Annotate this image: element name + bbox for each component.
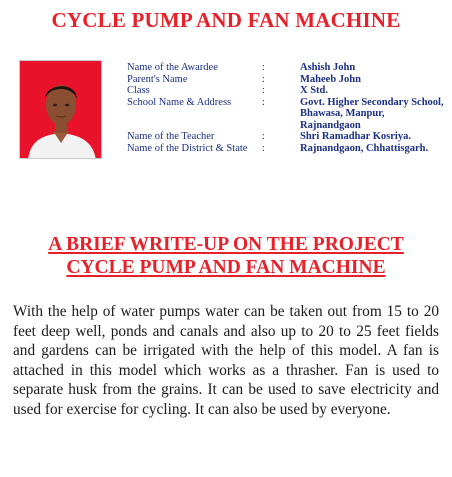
detail-label: Name of the Teacher: [127, 131, 215, 142]
detail-value: Maheeb John: [300, 73, 361, 85]
detail-value: Rajnandgaon, Chhattisgarh.: [300, 142, 429, 154]
detail-row-teacher: [0, 131, 452, 143]
writeup-heading-line2: CYCLE PUMP AND FAN MACHINE: [66, 257, 386, 278]
detail-label: Name of the Awardee: [127, 62, 218, 73]
detail-row-school: [0, 97, 452, 132]
detail-label: Class: [127, 85, 150, 96]
detail-label: Name of the District & State: [127, 142, 248, 154]
detail-separator: :: [262, 142, 265, 154]
detail-label: Parent's Name: [127, 73, 188, 85]
detail-row-district: [0, 143, 452, 155]
awardee-details: [0, 62, 452, 154]
detail-value: X Std.: [300, 85, 329, 96]
detail-value: Shri Ramadhar Kosriya.: [300, 131, 411, 142]
detail-separator: :: [262, 73, 265, 85]
detail-label: School Name & Address: [127, 96, 232, 108]
writeup-body: With the help of water pumps water can be taken out from 15 to 20 feet deep well, ponds and canals and also up to 20 to 25 feet fields and gardens can be irrigated with the help of this model. A fan is attached in this model which works as a thrasher. Fan is used to separate husk from the grains. It can be used to save electricity and used for exercise for cycling. It can also be used by everyone.: [13, 303, 439, 418]
page-title: CYCLE PUMP AND FAN MACHINE: [51, 8, 401, 32]
writeup-heading: [0, 233, 452, 279]
detail-value: Govt. Higher Secondary School, Bhawasa, Manpur, Rajnandgaon: [300, 96, 444, 131]
detail-row-awardee: [0, 62, 452, 74]
detail-separator: :: [262, 131, 265, 142]
detail-row-class: [0, 85, 452, 97]
detail-value: Ashish John: [300, 62, 356, 73]
detail-separator: :: [262, 85, 265, 96]
detail-separator: :: [262, 96, 265, 108]
writeup-heading-line1: A BRIEF WRITE-UP ON THE PROJECT: [48, 234, 404, 255]
detail-separator: :: [262, 62, 265, 73]
detail-row-parent: [0, 74, 452, 86]
